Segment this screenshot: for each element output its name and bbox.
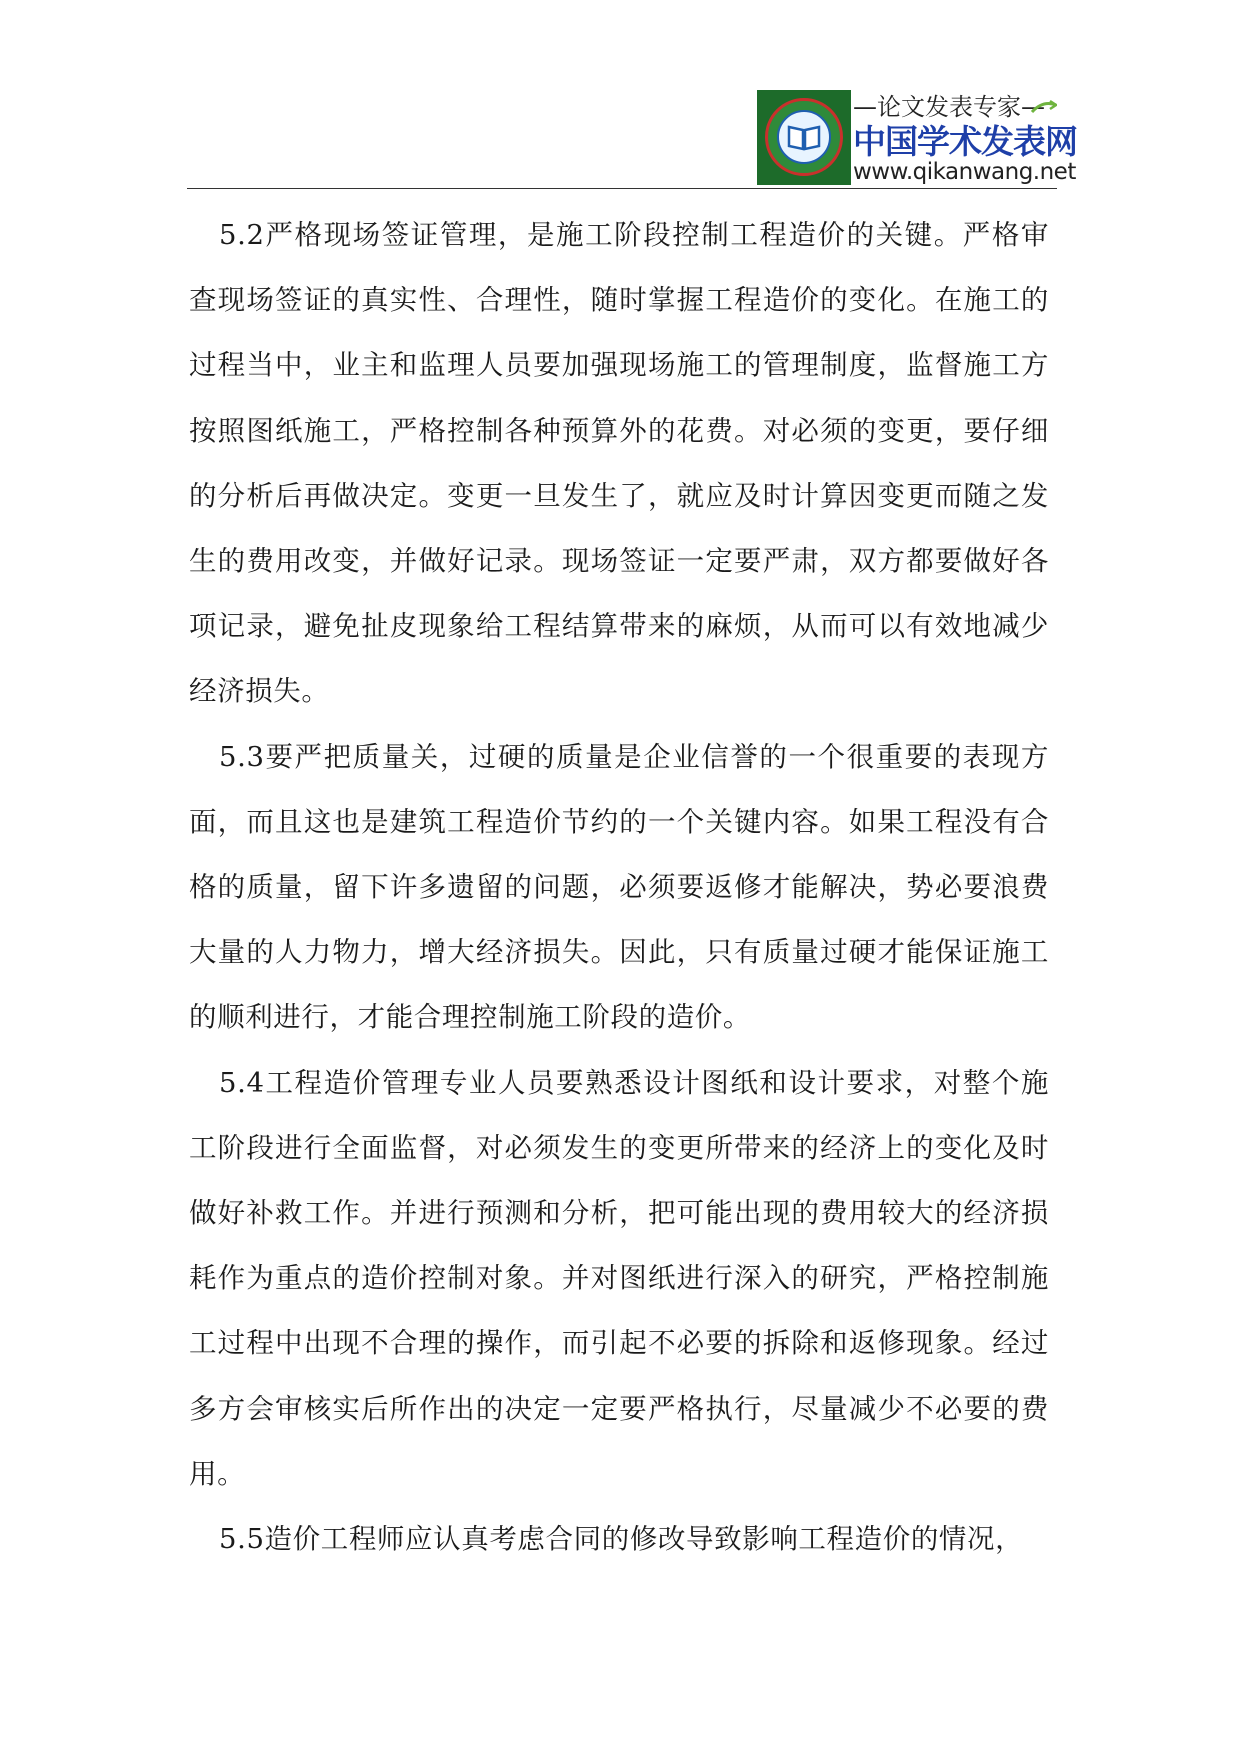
logo-name: 中国学术发表网 (853, 122, 1077, 161)
logo-slogan (853, 92, 1057, 122)
paragraph-5-4: 5.4工程造价管理专业人员要熟悉设计图纸和设计要求，对整个施工阶段进行全面监督，对必须发生的变更所带来的经济上的变化及时做好补救工作。并进行预测和分析，把可能出现的费用较大的经济损耗作为重点的造价控制对象。并对图纸进行深入的研究，严格控制施工过程中出现不合理的操作，而引起不必要的拆除和返修现象。经过多方会审核实后所作出的决定一定要严格执行，尽量减少不必要的费用。 (189, 1066, 1049, 1490)
seal-emblem (757, 90, 851, 185)
slogan-text: 论文发表专家 (877, 93, 1021, 121)
paragraph-5-3: 5.3要严把质量关，过硬的质量是企业信誉的一个很重要的表现方面，而且这也是建筑工程造价节约的一个关键内容。如果工程没有合格的质量，留下许多遗留的问题，必须要返修才能解决，势必要浪费大量的人力物力，增大经济损失。因此，只有质量过硬才能保证施工的顺利进行，才能合理控制施工阶段的造价。 (189, 740, 1049, 1034)
site-logo[interactable] (757, 90, 1077, 185)
document-body (189, 203, 1049, 1572)
book-icon (787, 122, 821, 152)
paragraph-5-2: 5.2严格现场签证管理，是施工阶段控制工程造价的关键。严格审查现场签证的真实性、合理性，随时掌握工程造价的变化。在施工的过程当中，业主和监理人员要加强现场施工的管理制度，监督施工方按照图纸施工，严格控制各种预算外的花费。对必须的变更，要仔细的分析后再做决定。变更一旦发生了，就应及时计算因变更而随之发生的费用改变，并做好记录。现场签证一定要严肃，双方都要做好各项记录，避免扯皮现象给工程结算带来的麻烦，从而可以有效地减少经济损失。 (189, 219, 1049, 708)
logo-url[interactable]: www.qikanwang.net (853, 159, 1076, 185)
header-divider (187, 188, 1057, 189)
paragraph-5-5: 5.5造价工程师应认真考虑合同的修改导致影响工程造价的情况， (219, 1523, 1024, 1556)
swoosh-icon (1031, 98, 1057, 116)
slogan-dash-right: — (1021, 93, 1045, 121)
slogan-dash-left: — (853, 93, 877, 121)
